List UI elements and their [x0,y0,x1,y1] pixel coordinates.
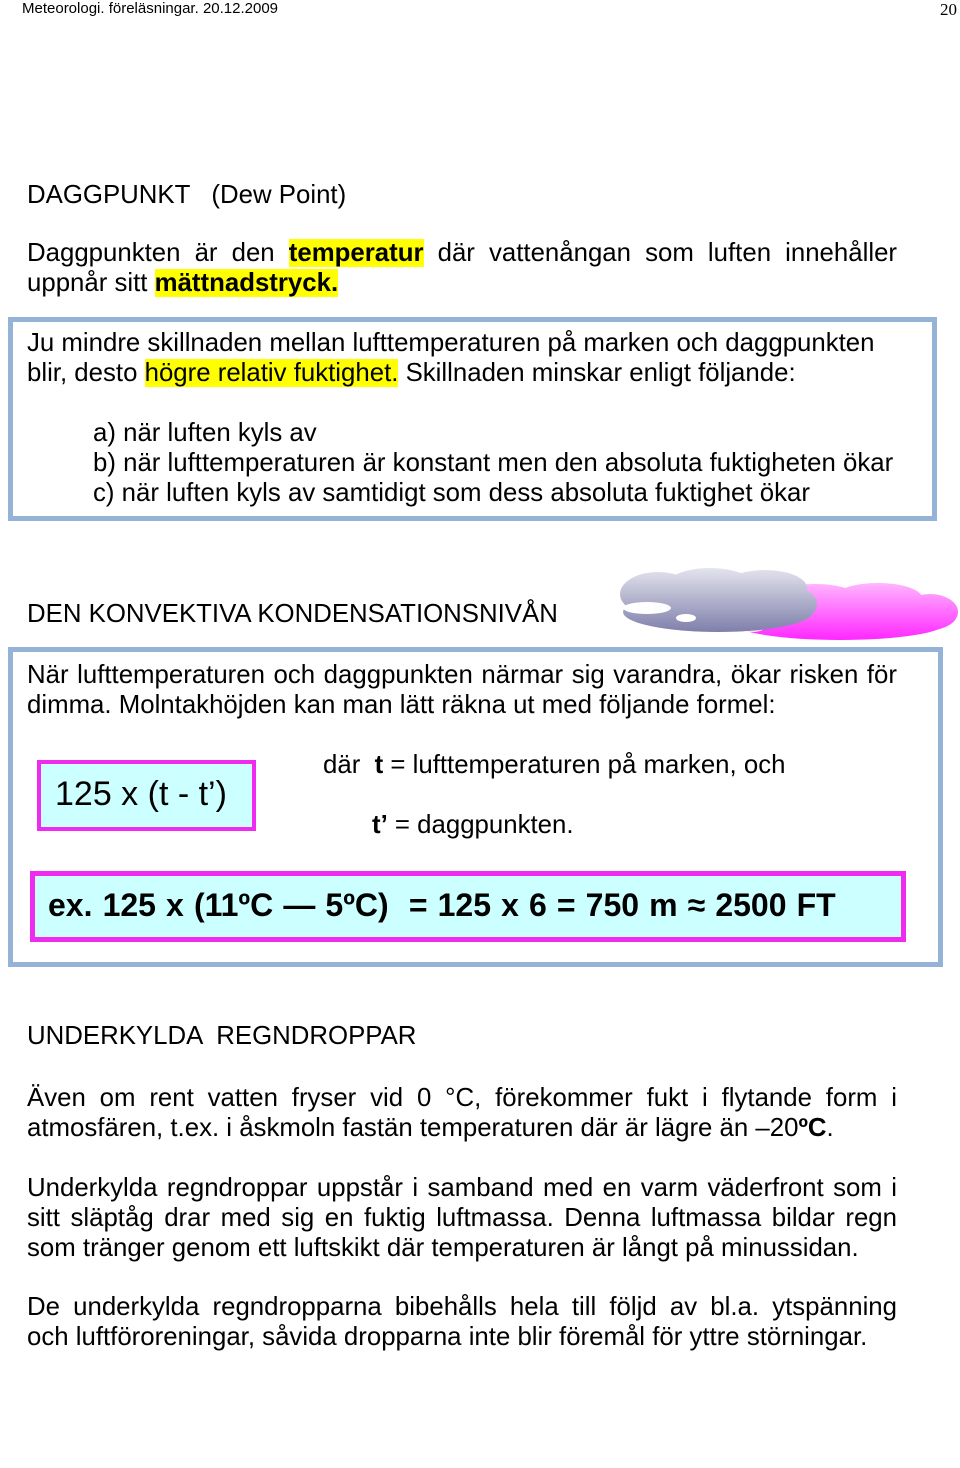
paragraph-line: dimma. Molntakhöjden kan man lätt räkna ut med följande formel: [27,691,776,719]
paragraph-line [27,1113,897,1143]
example-calculation: ex. 125 x (11ºC — 5ºC) = 125 x 6 = 750 m ≈ 2500 FT [48,887,836,923]
dew-point-info-box [8,317,937,521]
text-span: Daggpunkten är den [27,239,289,267]
paragraph-line: Även om rent vatten fryser vid 0 °C, förekommer fukt i flytande form i [27,1084,897,1112]
highlighted-text: högre relativ fuktighet. [144,359,399,387]
section-heading-supercooled: UNDERKYLDA REGNDROPPAR [27,1022,417,1050]
paragraph-line: Underkylda regndroppar uppstår i samband med en varm väderfront som i [27,1174,897,1202]
running-header: Meteorologi. föreläsningar. 20.12.2009 [22,0,279,17]
paragraph-line: som tränger genom ett luftskikt där temperaturen är långt på minussidan. [27,1234,859,1262]
page-number: 20 [940,0,957,19]
text-span: . [826,1114,834,1142]
paragraph-line: Ju mindre skillnaden mellan lufttemperaturen på marken och daggpunkten [27,329,875,357]
paragraph-line [27,358,927,388]
paragraph-line: När lufttemperaturen och daggpunkten närmar sig varandra, ökar risken för [27,661,897,689]
highlighted-term: mättnadstryck. [154,269,339,297]
paragraph-line: och luftföroreningar, såvida dropparna inte blir föremål för yttre störningar. [27,1323,868,1351]
text-span: Skillnaden minskar enligt följande: [398,359,796,387]
formula-variable-t [323,750,785,780]
paragraph-line: De underkylda regndropparna bibehålls hela till följd av bl.a. ytspänning [27,1293,897,1321]
list-item: b) när lufttemperaturen är konstant men den absoluta fuktigheten ökar [93,449,894,477]
variable-symbol: t [374,751,384,779]
text-span: atmosfären, t.ex. i åskmoln fastän temperaturen där är lägre än –20 [27,1114,799,1142]
paragraph-line [27,268,897,298]
text-span: uppnår sitt [27,269,155,297]
clouds-illustration [600,560,960,650]
paragraph-line: sitt släptåg drar med sig en fuktig luftmassa. Denna luftmassa bildar regn [27,1204,897,1232]
formula: 125 x (t - t’) [55,775,227,813]
formula-variable-t-prime [372,810,574,840]
section-heading-convective: DEN KONVEKTIVA KONDENSATIONSNIVÅN [27,600,558,628]
example-box [30,871,906,942]
supercooled-paragraph-2 [27,1173,897,1263]
supercooled-paragraph-1 [27,1083,897,1143]
text-span: där vattenångan som luften innehåller [423,239,898,267]
cloud-base-info-box [8,647,943,967]
dew-point-definition [27,238,897,298]
supercooled-paragraph-3 [27,1292,897,1352]
paragraph-line [27,238,897,268]
list-item: c) när luften kyls av samtidigt som dess absoluta fuktighet ökar [93,479,810,507]
text-span: = daggpunkten. [387,811,574,839]
variable-symbol: t’ [372,811,388,839]
cloud-base-intro [27,660,897,720]
text-span: blir, desto [27,359,145,387]
text-span: = lufttemperaturen på marken, och [383,751,786,779]
section-heading-dew-point: DAGGPUNKT (Dew Point) [27,181,347,209]
text-span: där [323,751,375,779]
conditions-list [93,418,893,508]
humidity-paragraph [27,328,927,388]
formula-box [37,760,256,831]
temperature-unit: ºC [798,1114,827,1142]
highlighted-term: temperatur [288,239,424,267]
gray-cloud-icon [620,568,817,632]
list-item: a) när luften kyls av [93,419,317,447]
